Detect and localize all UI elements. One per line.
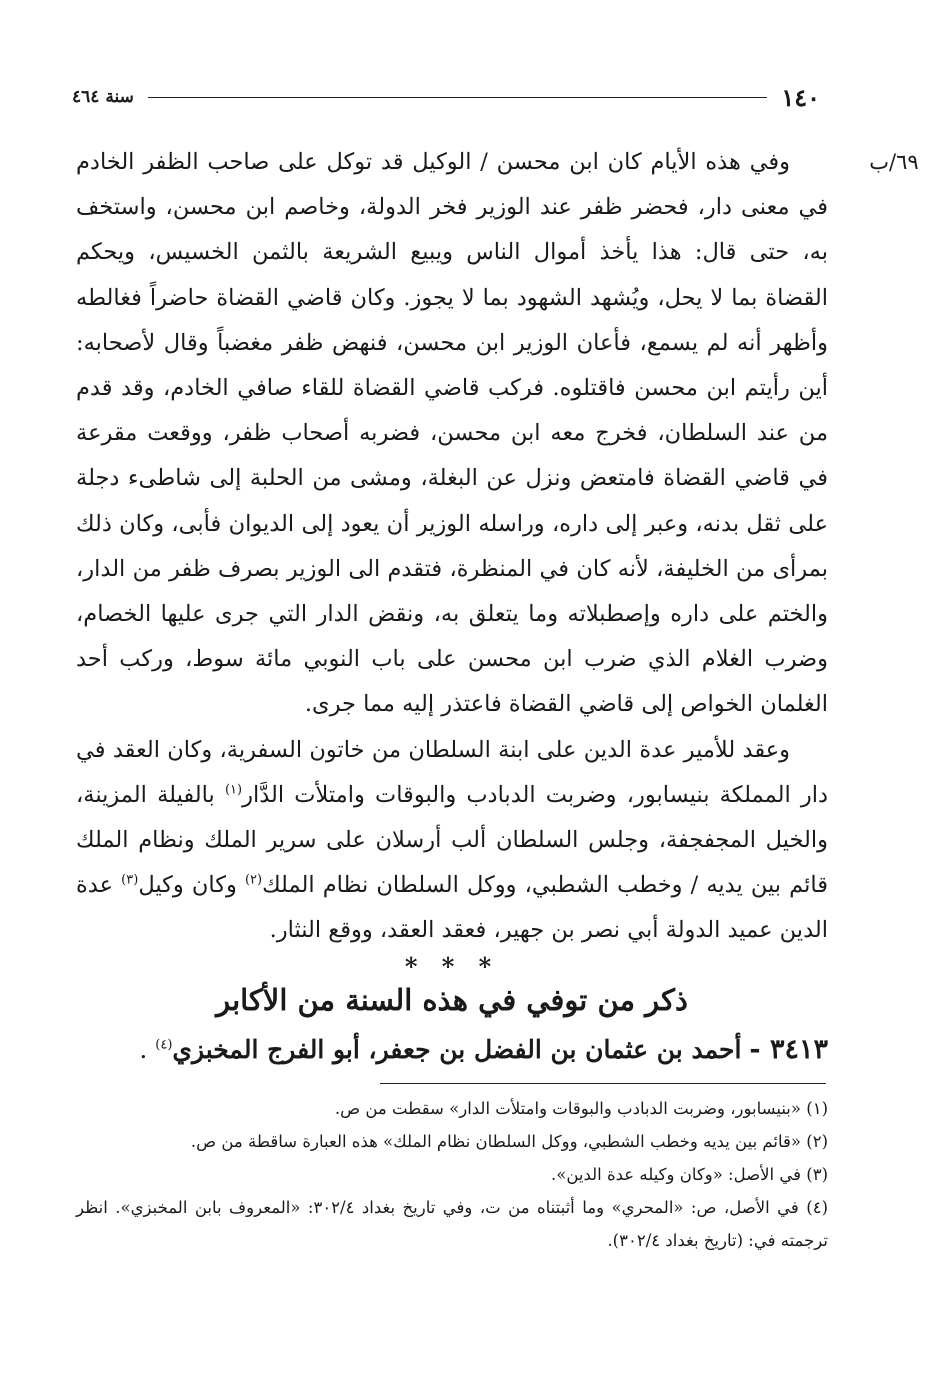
section-divider-stars: * * * [404,952,500,981]
footnote-ref-3: (٣) [121,872,139,888]
paragraph-2-part-1: وعقد للأمير عدة الدين على ابنة السلطان من خاتون السفرية، وكان العقد في دار المملكة بنيسابور، وضربت الدبادب والبوقات وامتلأت الدَّار [76,736,829,808]
folio-margin-note: ٦٩/ب [869,150,919,174]
year-label: سنة ٤٦٤ [72,87,134,107]
running-head [72,80,820,114]
section-title: ذكر من توفي في هذه السنة من الأكابر [216,983,688,1017]
footnote-1: (١) «بنيسابور، وضربت الدبادب والبوقات وامتلأت الدار» سقطت من ص. [334,1099,828,1118]
paragraph-2-part-3: وكان وكيل [138,872,237,899]
footnote-ref-2: (٢) [244,872,263,888]
paragraph-2-part-2: بالفيلة المزينة، والخيل المجفجفة، وجلس السلطان ألب أرسلان على سرير الملك ونظام الملك قائم بين يديه / وخطب الشطبي، ووكل السلطان نظام الملك [76,781,829,899]
paragraph-2-part-4: عدة الدين عميد الدولة أبي نصر بن جهير، فعقد العقد، ووقع النثار. [76,872,828,944]
footnote-2: (٢) «قائم بين يديه وخطب الشطبي، ووكل السلطان نظام الملك» هذه العبارة ساقطة من ص. [190,1132,828,1151]
footnote-rule [380,1083,826,1084]
entry-end: . [139,1035,148,1064]
body-text [76,140,828,954]
footnote-ref-1: (١) [224,782,243,798]
entry-name: أحمد بن عثمان بن الفضل بن جعفر، أبو الفرج المخبزي [172,1035,742,1064]
paragraph-1: وفي هذه الأيام كان ابن محسن / الوكيل قد توكل على صاحب الظفر الخادم في معنى دار، فحضر ظفر عند الوزير فخر الدولة، وخاصم ابن محسن، واستخف به، حتى قال: هذا يأخذ أموال الناس ويبيع الشريعة بالثمن الخسيس، ويحكم القضاة بما لا يحل، ويُشهد الشهود بما لا يجوز. وكان قاضي القضاة حاضراً فغالطه وأظهر أنه لم يسمع، فأعان الوزير ابن محسن، فنهض ظفر مغضباً وقال لأصحابه: أين رأيتم ابن محسن فاقتلوه. فركب قاضي القضاة للقاء صافي الخادم، وقد قدم من عند السلطان، فخرج معه ابن محسن، فضربه أصحاب ظفر، ووقعت مقرعة في قاضي القضاة فامتعض ونزل عن البغلة، ومشى من الحلبة إلى شاطىء دجلة على ثقل بدنه، وعبر إلى داره، وراسله الوزير أن يعود إلى الديوان فأبى، وكان ذلك بمرأى من الخليفة، لأنه كان في المنظرة، فتقدم الى الوزير بصرف ظفر من الدار، والختم على داره وإصطبلاته وما يتعلق به، ونقض الدار التي جرى عليها الخصام، وضرب الغلام الذي ضرب ابن محسن على باب النوبي مائة سوط، وركب أحد الغلمان الخواص إلى قاضي القضاة فاعتذر إليه مما جرى. [76,149,828,718]
biography-entry [76,1028,828,1072]
paragraph-2 [76,728,828,954]
footnote-3: (٣) في الأصل: «وكان وكيله عدة الدين». [550,1165,828,1184]
footnotes [76,1092,828,1257]
page-number: ١٤٠ [781,82,820,112]
header-rule [148,97,768,98]
footnote-ref-4: (٤) [155,1037,173,1053]
footnote-4: (٤) في الأصل، ص: «المحري» وما أثبتناه من ت، وفي تاريخ بغداد ٣٠٢/٤: «المعروف بابن المخبزي». انظر ترجمته في: (تاريخ بغداد ٣٠٢/٤). [76,1198,828,1250]
entry-number: ٣٤١٣ - [749,1034,828,1065]
